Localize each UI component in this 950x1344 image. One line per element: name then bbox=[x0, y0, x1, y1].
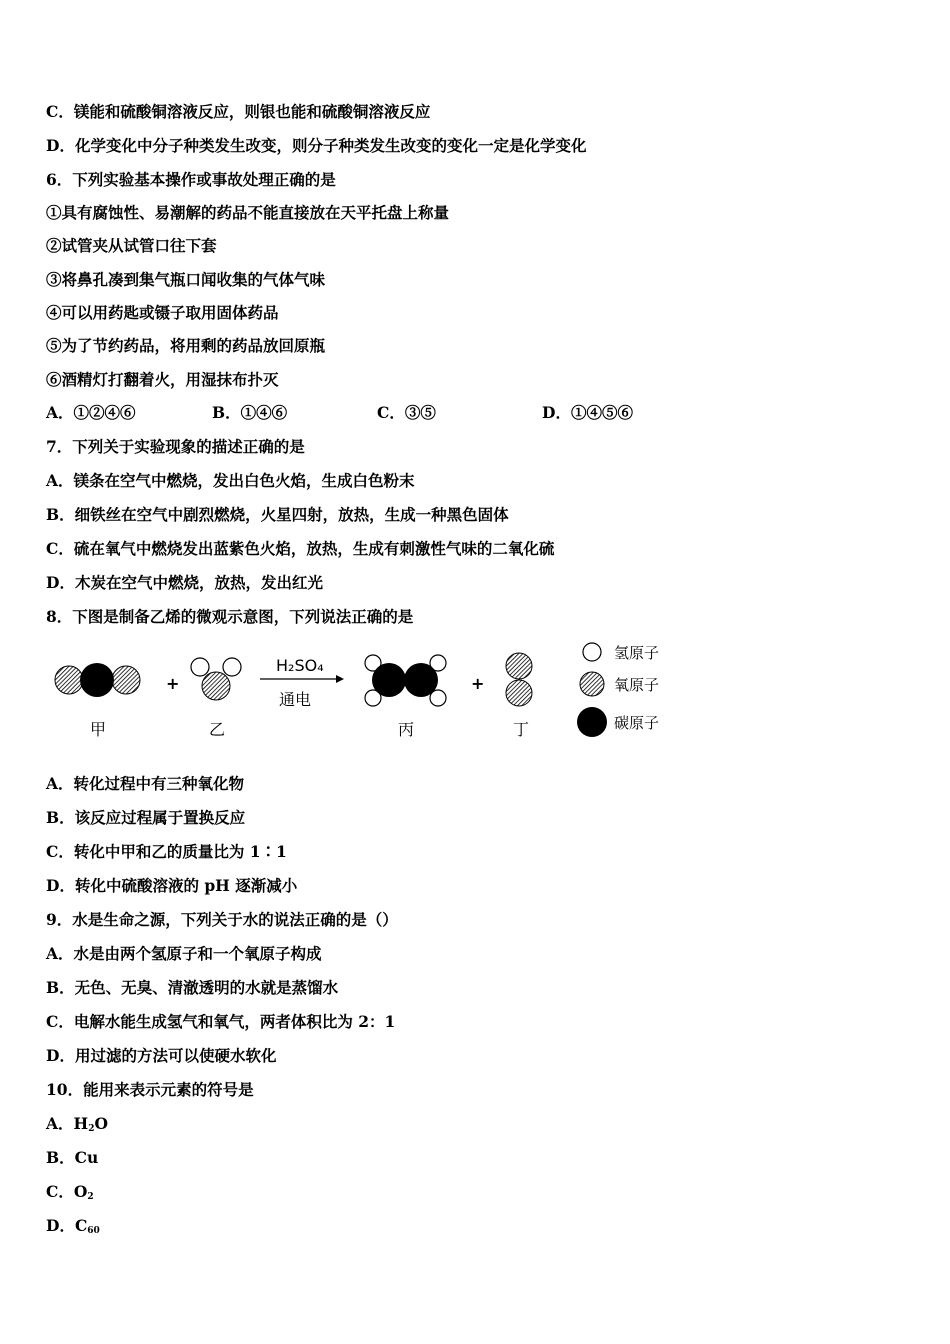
q8-option-d: D．转化中硫酸溶液的 pH 逐渐减小 bbox=[46, 876, 298, 895]
condition-electrolysis: 通电 bbox=[279, 690, 312, 709]
q10-option-a: A．$H_2O$ bbox=[46, 1114, 108, 1134]
q9-option-b: B．无色、无臭、清澈透明的水就是蒸馏水 bbox=[46, 978, 339, 997]
q6-item-5: ⑤为了节约药品，将用剩的药品放回原瓶 bbox=[46, 336, 326, 355]
legend-hydrogen-symbol bbox=[583, 643, 601, 661]
label-jia: 甲 bbox=[90, 720, 107, 739]
q9-option-d: D．用过滤的方法可以使硬水软化 bbox=[46, 1046, 277, 1065]
legend-oxygen-symbol bbox=[580, 672, 604, 696]
q8-option-a: A．转化过程中有三种氧化物 bbox=[46, 774, 245, 793]
q9-stem: 9．水是生命之源，下列关于水的说法正确的是（） bbox=[46, 910, 398, 929]
molecule-yi bbox=[191, 658, 241, 700]
q8-option-c: C．转化中甲和乙的质量比为 1∶1 bbox=[46, 842, 287, 861]
plus-sign-2: + bbox=[471, 674, 485, 693]
q7-option-b: B．细铁丝在空气中剧烈燃烧，火星四射，放热，生成一种黑色固体 bbox=[46, 505, 509, 524]
reaction-diagram bbox=[46, 642, 676, 747]
q5-option-d: D．化学变化中分子种类发生改变，则分子种类发生改变的变化一定是化学变化 bbox=[46, 136, 587, 155]
q9-option-c: C．电解水能生成氢气和氧气，两者体积比为 2：1 bbox=[46, 1012, 396, 1031]
q8-stem: 8．下图是制备乙烯的微观示意图，下列说法正确的是 bbox=[46, 607, 414, 626]
q10-option-d: D．$C_{60}$ bbox=[46, 1216, 100, 1236]
label-ding: 丁 bbox=[513, 720, 530, 739]
q10-option-b: B．Cu bbox=[46, 1148, 99, 1167]
molecule-ding bbox=[506, 653, 532, 706]
q6-item-2: ②试管夹从试管口往下套 bbox=[46, 236, 217, 255]
legend bbox=[577, 643, 659, 737]
condition-catalyst: H₂SO₄ bbox=[276, 656, 324, 675]
q7-option-d: D．木炭在空气中燃烧，放热，发出红光 bbox=[46, 573, 323, 592]
plus-sign-1: + bbox=[166, 674, 180, 693]
molecule-bing bbox=[365, 655, 446, 706]
q6-option-a: A．①②④⑥ bbox=[46, 403, 136, 422]
q6-stem: 6．下列实验基本操作或事故处理正确的是 bbox=[46, 170, 336, 189]
q10-stem: 10．能用来表示元素的符号是 bbox=[46, 1080, 254, 1099]
label-yi: 乙 bbox=[209, 720, 226, 739]
q6-option-c: C．③⑤ bbox=[377, 403, 436, 422]
q9-option-a: A．水是由两个氢原子和一个氧原子构成 bbox=[46, 944, 322, 963]
legend-oxygen: 氧原子 bbox=[614, 676, 660, 694]
label-bing: 丙 bbox=[398, 720, 415, 739]
legend-carbon-symbol bbox=[577, 707, 607, 737]
q6-item-3: ③将鼻孔凑到集气瓶口闻收集的气体气味 bbox=[46, 270, 326, 289]
q7-stem: 7．下列关于实验现象的描述正确的是 bbox=[46, 437, 305, 456]
q6-item-1: ①具有腐蚀性、易潮解的药品不能直接放在天平托盘上称量 bbox=[46, 203, 450, 222]
q6-item-6: ⑥酒精灯打翻着火，用湿抹布扑灭 bbox=[46, 370, 279, 389]
q6-option-d: D．①④⑤⑥ bbox=[542, 403, 633, 422]
q6-option-b: B．①④⑥ bbox=[212, 403, 288, 422]
q7-option-c: C．硫在氧气中燃烧发出蓝紫色火焰，放热，生成有刺激性气味的二氧化硫 bbox=[46, 539, 555, 558]
q8-option-b: B．该反应过程属于置换反应 bbox=[46, 808, 246, 827]
q7-option-a: A．镁条在空气中燃烧，发出白色火焰，生成白色粉末 bbox=[46, 471, 415, 490]
legend-carbon: 碳原子 bbox=[614, 714, 660, 732]
q10-option-c: C．$O_2$ bbox=[46, 1182, 94, 1202]
molecule-jia bbox=[55, 663, 140, 697]
q5-option-c: C．镁能和硫酸铜溶液反应，则银也能和硫酸铜溶液反应 bbox=[46, 102, 431, 121]
reaction-arrow bbox=[260, 656, 344, 709]
q6-item-4: ④可以用药匙或镊子取用固体药品 bbox=[46, 303, 279, 322]
legend-hydrogen: 氢原子 bbox=[614, 644, 660, 662]
